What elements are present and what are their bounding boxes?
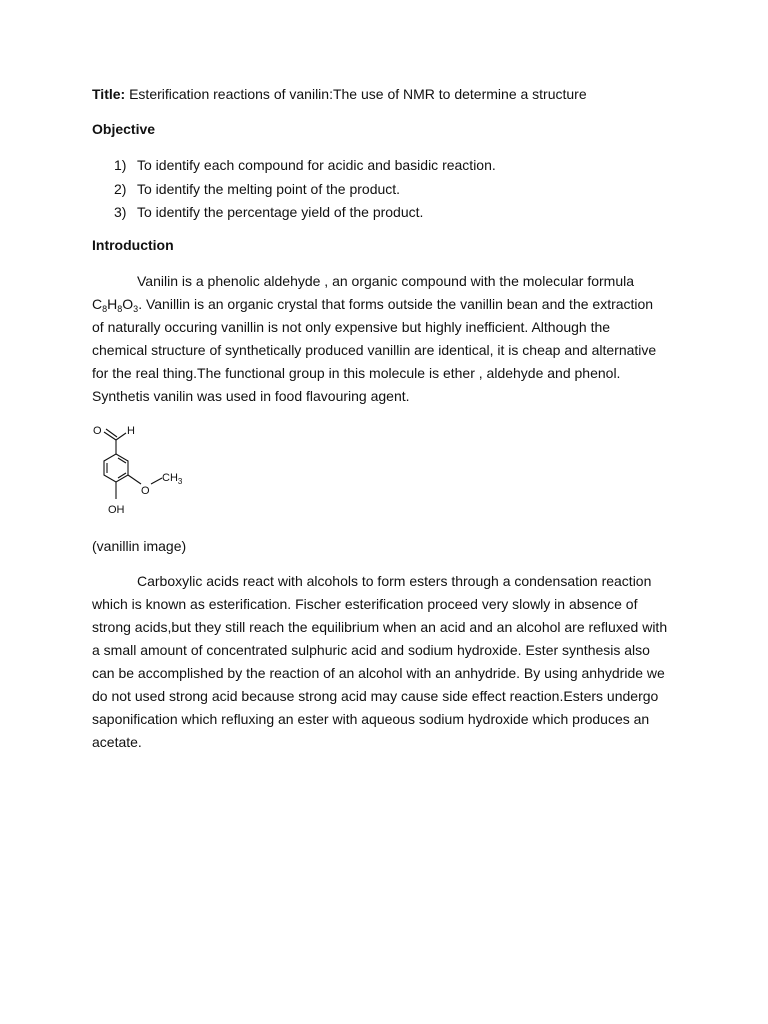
paragraph-line: strong acids,but they still reach the equilibrium when an acid and an alcohol are refluxed with	[92, 619, 668, 635]
paragraph-line: Synthetis vanilin was used in food flavouring agent.	[92, 388, 410, 404]
list-number: 1)	[114, 157, 127, 173]
aldehyde-oxygen-label: O	[93, 425, 102, 437]
list-number: 3)	[114, 204, 127, 220]
list-item	[114, 154, 496, 178]
hydroxyl-label: OH	[108, 504, 125, 516]
paragraph-line: acetate.	[92, 734, 142, 750]
esterification-paragraph	[92, 570, 684, 754]
objective-list	[114, 154, 496, 225]
paragraph-line: Vanilin is a phenolic aldehyde , an organic compound with the molecular formula	[137, 273, 635, 289]
methyl-ch: CH	[162, 472, 178, 484]
methyl-subscript: 3	[177, 477, 183, 486]
paragraph-line: can be accomplished by the reaction of an alcohol with an anhydride. By using anhydride we	[92, 665, 665, 681]
formula-o-subscript: 3	[133, 304, 139, 314]
list-item	[114, 178, 496, 202]
list-number: 2)	[114, 180, 127, 197]
intro-paragraph	[92, 270, 684, 408]
formula-h-subscript: 8	[117, 304, 123, 314]
title-text: Esterification reactions of vanilin:The use of NMR to determine a structure	[129, 86, 587, 102]
paragraph-line: which is known as esterification. Fischer esterification proceed very slowly in absence of	[92, 596, 638, 612]
list-text: To identify each compound for acidic and basidic reaction.	[137, 157, 496, 173]
molecule-bonds	[104, 429, 162, 499]
image-caption: (vanillin image)	[92, 538, 187, 554]
formula-c-subscript: 8	[102, 304, 108, 314]
vanillin-structure	[88, 420, 198, 526]
document-title	[92, 85, 587, 103]
formula-h: H	[107, 296, 118, 312]
paragraph-text: . Vanillin is an organic crystal that forms outside the vanillin bean and the extraction	[138, 296, 654, 312]
paragraph-line: do not used strong acid because strong acid may cause side effect reaction.Esters undergo	[92, 688, 659, 704]
ether-oxygen-label: O	[141, 485, 150, 497]
paragraph-line: for the real thing.The functional group in this molecule is ether , aldehyde and phenol.	[92, 365, 621, 381]
paragraph-line: chemical structure of synthetically produced vanillin are identical, it is cheap and alternative	[92, 342, 657, 358]
list-text: To identify the percentage yield of the product.	[137, 204, 424, 220]
list-item	[114, 201, 496, 225]
list-text: To identify the melting point of the product.	[137, 180, 401, 197]
formula-o: O	[122, 296, 134, 312]
paragraph-line: saponification which refluxing an ester with aqueous sodium hydroxide which produces an	[92, 711, 650, 727]
formula-c: C	[92, 296, 103, 312]
aldehyde-hydrogen-label: H	[127, 425, 135, 437]
introduction-heading: Introduction	[92, 237, 174, 253]
methyl-label	[162, 472, 183, 486]
title-label: Title:	[92, 86, 126, 102]
paragraph-line: of naturally occuring vanillin is not only expensive but highly inefficient. Although the	[92, 319, 611, 335]
paragraph-line	[92, 293, 684, 316]
paragraph-line: Carboxylic acids react with alcohols to form esters through a condensation reaction	[137, 573, 652, 589]
objective-heading: Objective	[92, 121, 156, 137]
paragraph-line: a small amount of concentrated sulphuric acid and sodium hydroxide. Ester synthesis also	[92, 642, 650, 658]
